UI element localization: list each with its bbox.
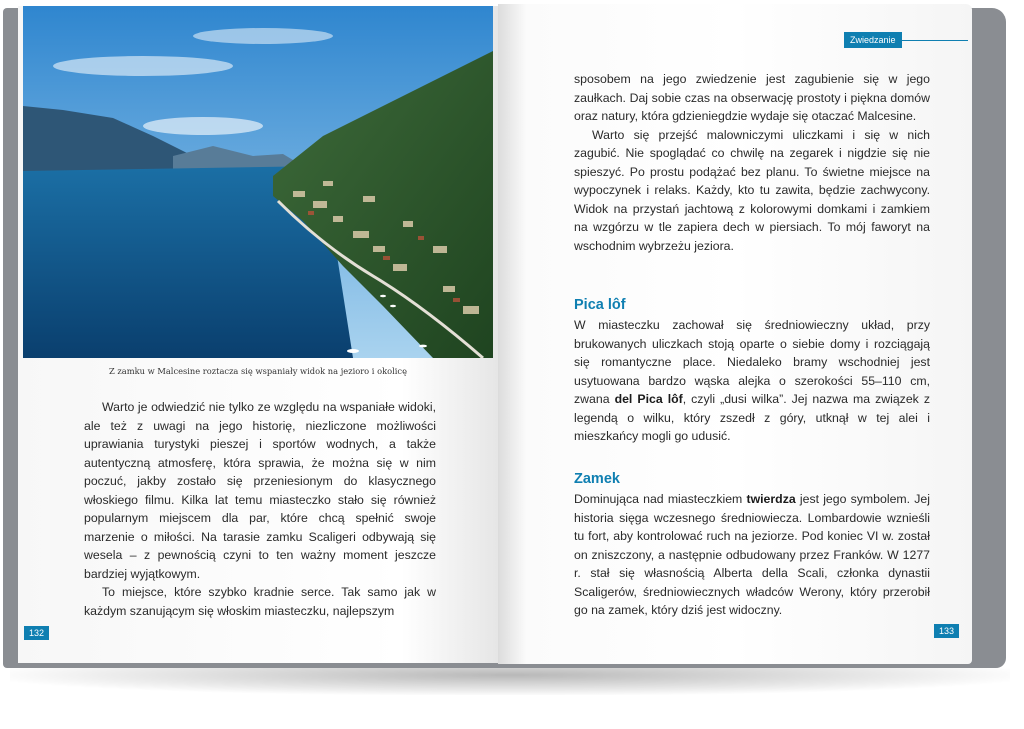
paragraph: sposobem na jego zwiedzenie jest zagubienie się w jego zaułkach. Daj sobie czas na obserwację prostoty i piękna domów oraz natury, która gdzieniegdzie wydaje się otaczać Malcesine. <box>574 72 930 123</box>
bold-term: del Pica lôf <box>614 392 683 406</box>
left-page <box>18 6 498 663</box>
section-heading: Zamek <box>574 471 620 487</box>
right-intro <box>574 70 930 255</box>
page-number-left: 132 <box>24 626 49 640</box>
left-body-text <box>84 398 436 620</box>
page-number-right: 133 <box>934 624 959 638</box>
paragraph: Warto się przejść malowniczymi uliczkami i się w nich zagubić. Nie spoglądać co chwilę na zegarek i nigdzie się nie spieszyć. Po prostu podążać bez planu. To świetne miejsce na wypoczynek i relaks. Każdy, kto tu zawita, będzie zachwycony. Widok na przystań jachtową z kolorowymi domkami i zamkiem na wzgórzu w tle zapiera dech w piersiach. To mój faworyt na wschodnim wybrzeżu jeziora. <box>574 127 930 253</box>
section-pica-lof <box>574 296 930 446</box>
section-paragraph: W miasteczku zachował się średniowieczny układ, przy brukowanych uliczkach stoją oparte o siebie domy i rozciągają się romantyczne place. Niedaleko bramy wschodniej jest usytuowana bardzo wąska alejka o szerokości 55–110 cm, zwana del Pica lôf, czyli „dusi wilka”. Jej nazwa ma związek z legendą o wilku, który zszedł z góry, utknął w tej alei i mieszkańcy mogli go udusić. <box>574 318 930 443</box>
bold-term: twierdza <box>746 492 796 506</box>
photo-caption: Z zamku w Malcesine roztacza się wspaniały widok na jezioro i okolicę <box>109 366 407 376</box>
paragraph: Warto je odwiedzić nie tylko ze względu na wspaniałe widoki, ale też z uwagi na jego historię, niezliczone możliwości uprawiania turystyki pieszej i sportów wodnych, a także autentyczną atmosferę, która sprawia, że można się w nim poczuć, jakby zostało się przeniesionym do klasycznego włoskiego filmu. Kilka lat temu miasteczko stało się również popularnym miejscem dla par, które chcą spełnić swoje marzenie o miłości. Na tarasie zamku Scaligeri odbywają się wesela – z pewnością czyni to ten ważny moment jeszcze bardziej wyjątkowym. <box>84 400 436 581</box>
section-zamek <box>574 470 930 620</box>
chapter-line <box>898 40 968 41</box>
lake-photo <box>23 6 493 358</box>
section-heading: Pica lôf <box>574 297 626 313</box>
right-page <box>498 4 972 664</box>
section-paragraph: Dominująca nad miasteczkiem twierdza jest jego symbolem. Jej historia sięga wczesnego średniowiecza. Lombardowie wznieśli tu fort, aby kontrolować ruch na jeziorze. Pod koniec VI w. został on zniszczony, a następnie odbudowany przez Franków. W 1277 r. stał się własnością Alberta della Scali, członka dynastii Scaligerów, średniowiecznych władców Werony, który przerobił go na zamek, który dziś jest widoczny. <box>574 492 930 617</box>
chapter-tab: Zwiedzanie <box>844 32 902 48</box>
paragraph: To miejsce, które szybko kradnie serce. Tak samo jak w każdym szanującym się włoskim miasteczku, najlepszym <box>84 585 436 618</box>
